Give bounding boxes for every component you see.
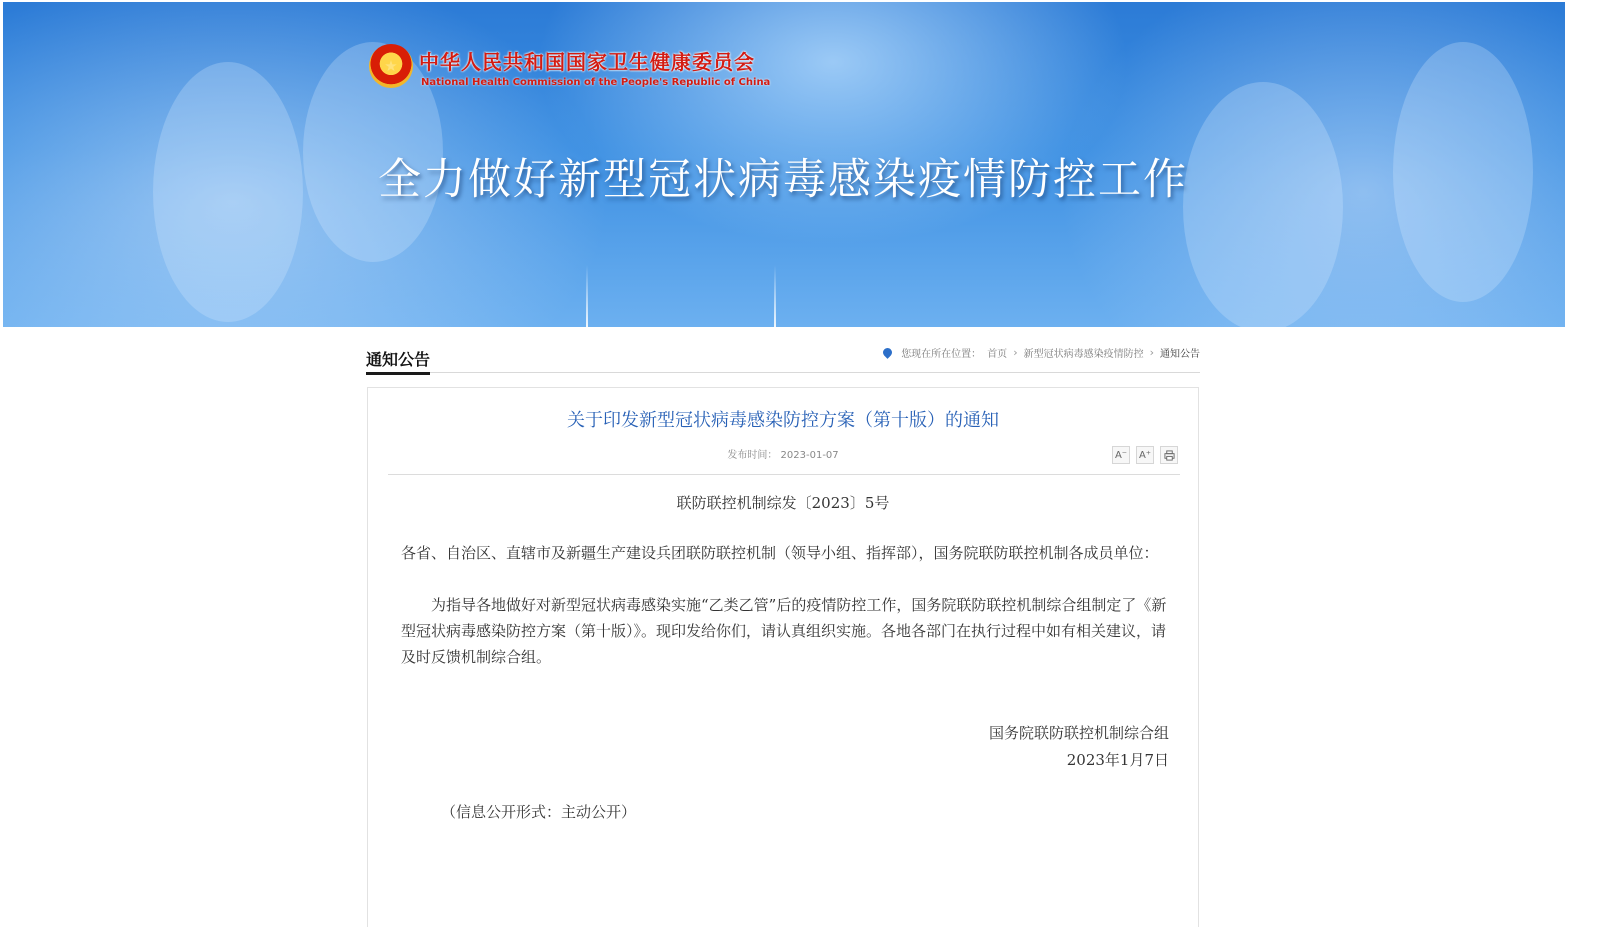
chevron-right-icon: › bbox=[1149, 346, 1154, 359]
recipients-paragraph: 各省、自治区、直辖市及新疆生产建设兵团联防联控机制（领导小组、指挥部），国务院联防联控机制各成员单位： bbox=[401, 544, 1159, 562]
header-banner bbox=[3, 2, 1565, 327]
national-emblem-icon[interactable]: ★ bbox=[369, 44, 413, 88]
article-title: 关于印发新型冠状病毒感染防控方案（第十版）的通知 bbox=[567, 410, 999, 431]
print-icon bbox=[1164, 450, 1175, 461]
print-button[interactable] bbox=[1160, 446, 1178, 464]
sign-date: 2023年1月7日 bbox=[1066, 751, 1169, 769]
banner-pulse-line bbox=[586, 265, 588, 327]
body-paragraph: 为指导各地做好对新型冠状病毒感染实施“乙类乙管”后的疫情防控工作，国务院联防联控机制综合组制定了《新型冠状病毒感染防控方案（第十版）》。现印发给你们，请认真组织实施。各地各部门在执行过程中如有相关建议，请及时反馈机制综合组。 bbox=[401, 596, 1167, 666]
document-number: 联防联控机制综发〔2023〕5号 bbox=[676, 494, 890, 512]
signer: 国务院联防联控机制综合组 bbox=[988, 724, 1169, 742]
section-title: 通知公告 bbox=[366, 347, 430, 375]
section-header bbox=[366, 340, 1200, 373]
publish-label: 发布时间： bbox=[727, 450, 778, 461]
banner-background-figure bbox=[1393, 42, 1533, 302]
breadcrumb-item-epidemic[interactable]: 新型冠状病毒感染疫情防控 bbox=[1023, 349, 1144, 360]
org-name-en[interactable]: National Health Commission of the People's Republic of China bbox=[421, 77, 771, 88]
article-panel bbox=[367, 387, 1199, 927]
font-larger-button[interactable]: A⁺ bbox=[1136, 446, 1154, 464]
breadcrumb-item-home[interactable]: 首页 bbox=[987, 349, 1008, 360]
banner-pulse-line bbox=[774, 265, 776, 327]
banner-background-figure bbox=[153, 62, 303, 322]
font-smaller-button[interactable]: A⁻ bbox=[1112, 446, 1130, 464]
breadcrumb-item-current[interactable]: 通知公告 bbox=[1160, 349, 1200, 360]
chevron-right-icon: › bbox=[1013, 346, 1018, 359]
banner-title: 全力做好新型冠状病毒感染疫情防控工作 bbox=[378, 155, 1188, 205]
org-name-cn[interactable]: 中华人民共和国国家卫生健康委员会 bbox=[419, 50, 755, 74]
breadcrumb bbox=[883, 345, 1200, 360]
banner-background-figure bbox=[1183, 82, 1343, 327]
publish-meta bbox=[368, 446, 1198, 461]
location-pin-icon bbox=[881, 346, 894, 359]
publish-date: 2023-01-07 bbox=[780, 450, 839, 461]
disclosure-note: （信息公开形式：主动公开） bbox=[441, 803, 637, 821]
article-divider bbox=[388, 474, 1180, 475]
breadcrumb-location-label: 您现在所在位置： bbox=[901, 349, 982, 360]
article-tools bbox=[1112, 446, 1178, 464]
